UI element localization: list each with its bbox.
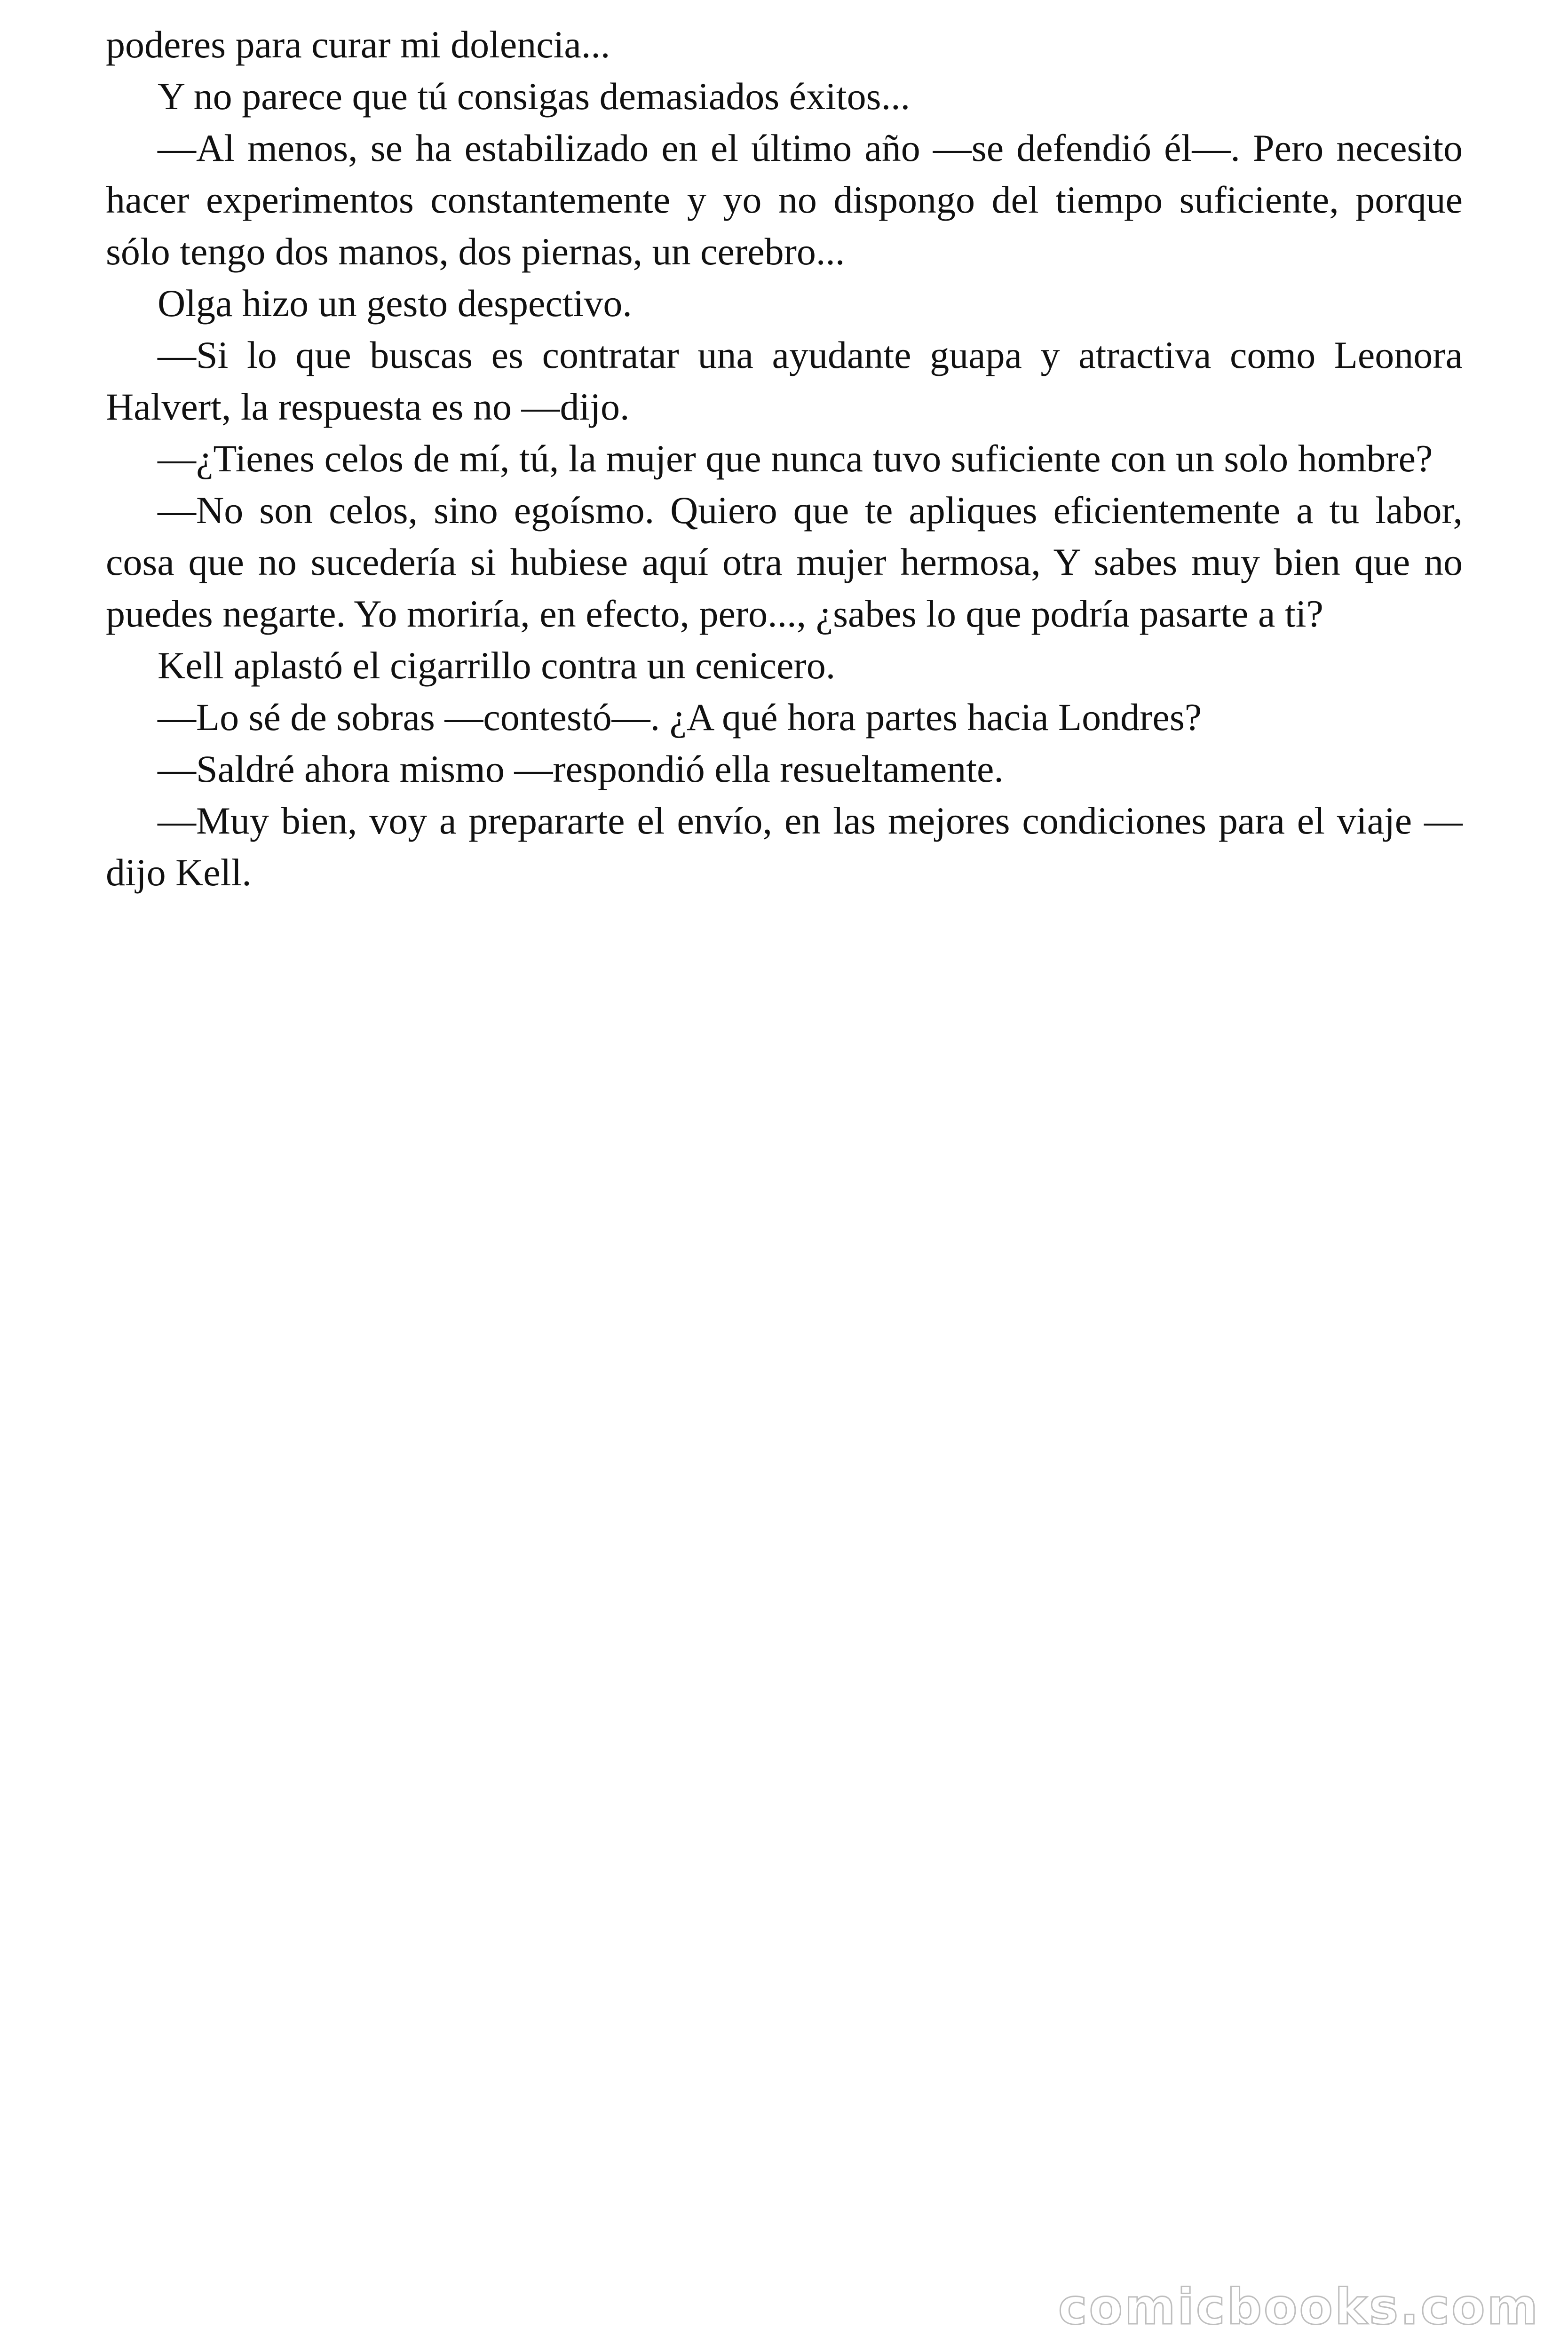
paragraph-9: —Lo sé de sobras —contestó—. ¿A qué hora partes hacia Londres? xyxy=(158,696,1202,739)
paragraph-1: poderes para curar mi dolencia... xyxy=(106,23,610,66)
paragraph-7: —No son celos, sino egoísmo. Quiero que te apliques eficientemente a tu labor, cosa que no sucedería si hubiese aquí otra mujer hermosa, Y sabes muy bien que no puedes negarte. Yo moriría, en efecto, pero..., ¿sabes lo que podría pasarte a ti? xyxy=(106,489,1463,635)
paragraph-11: —Muy bien, voy a prepararte el envío, en las mejores condiciones para el viaje —dijo Kell. xyxy=(106,799,1463,894)
paragraph-6: —¿Tienes celos de mí, tú, la mujer que nunca tuvo suficiente con un solo hombre? xyxy=(158,437,1433,480)
paragraph-3: —Al menos, se ha estabilizado en el último año —se defendió él—. Pero necesito hacer experimentos constantemente y yo no dispongo del tiempo suficiente, porque sólo tengo dos manos, dos piernas, un cerebro... xyxy=(106,127,1463,273)
paragraph-4: Olga hizo un gesto despectivo. xyxy=(158,282,632,325)
paragraph-10: —Saldré ahora mismo —respondió ella resueltamente. xyxy=(158,747,1004,790)
document-page xyxy=(106,19,1463,898)
paragraph-5: —Si lo que buscas es contratar una ayudante guapa y atractiva como Leonora Halvert, la respuesta es no —dijo. xyxy=(106,334,1463,428)
watermark: comicbooks.com xyxy=(1058,2278,1540,2336)
paragraph-2: Y no parece que tú consigas demasiados éxitos... xyxy=(158,75,911,118)
paragraph-8: Kell aplastó el cigarrillo contra un cenicero. xyxy=(158,644,836,687)
